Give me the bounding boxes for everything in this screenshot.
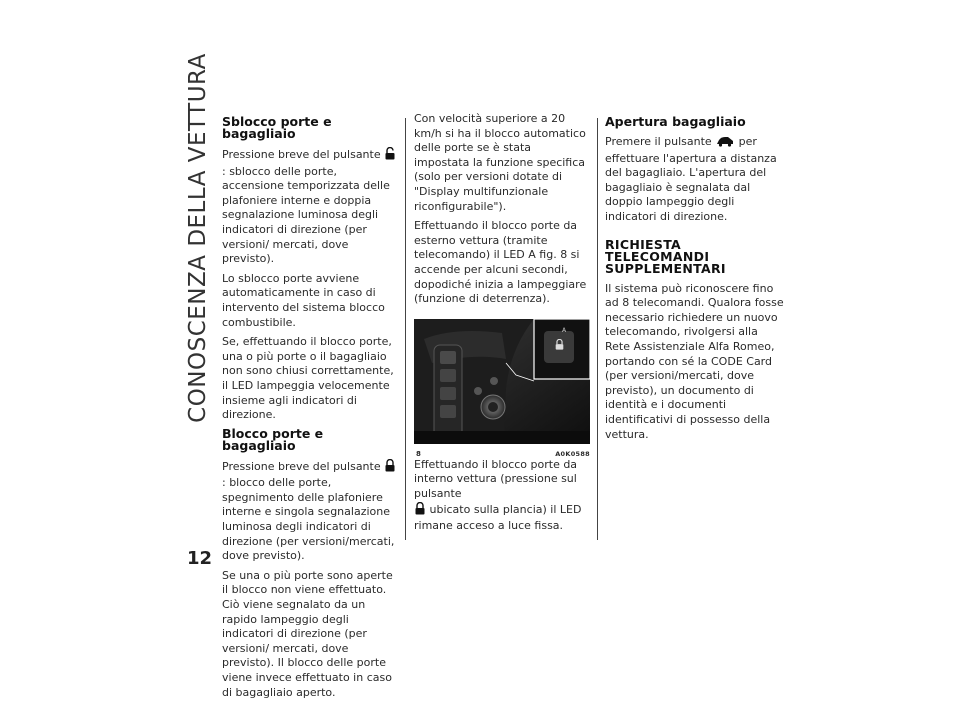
figure-code: A0K0588 (555, 449, 590, 458)
paragraph: Con velocità superiore a 20 km/h si ha il blocco automatico delle porte se è stata impostata la funzione specifica (solo per versioni dotate di "Display multifunzionale riconfigurabile"). (414, 112, 586, 213)
paragraph: Pressione breve del pulsante : blocco delle porte, spegnimento delle plafoniere interne e singola segnalazione luminosa degli indicatori di direzione (per versioni/mercati, dove previsto). (222, 459, 395, 563)
paragraph: Lo sblocco porte avviene automaticamente in caso di intervento del sistema blocco combustibile. (222, 271, 385, 329)
page-number: 12 (187, 548, 213, 569)
lock-icon (555, 339, 564, 350)
lock-icon (415, 502, 425, 520)
trunk-icon (716, 136, 734, 152)
section-heading: Blocco porte e bagagliaio (222, 425, 324, 453)
paragraph: Il sistema può riconoscere fino ad 8 telecomandi. Qualora fosse necessario richiedere un nuovo telecomando, rivolgersi alla Rete Assistenziale Alfa Romeo, portando con sé la CODE Card (per versioni/mercati, dove previsto), un documento di identità e i documenti identificativi di possesso della vettura. (605, 281, 784, 441)
paragraph: Pressione breve del pulsante : sblocco delle porte, accensione temporizzata delle plafoniere interne e doppia segnalazione luminosa degli indicatori di direzione (per versioni/ mercati, dove previsto). (222, 147, 397, 267)
paragraph: Effettuando il blocco porte da interno vettura (pressione sul pulsante ubicato sulla plancia) il LED rimane acceso a luce fissa. (414, 457, 582, 533)
paragraph: Effettuando il blocco porte da esterno vettura (tramite telecomando) il LED A fig. 8 si accende per alcuni secondi, dopodiché inizia a lampeggiare (funzione di deterrenza). (414, 219, 587, 306)
section-heading: Sblocco porte e bagagliaio (222, 114, 332, 141)
column-divider (597, 118, 598, 540)
paragraph: Se una o più porte sono aperte il blocco non viene effettuato. Ciò viene segnalato da un rapido lampeggio degli indicatori di direzione (per versioni/ mercati, dove previsto). Il blocco delle porte viene invece effettuato in caso di bagagliaio aperto. (222, 568, 393, 699)
section-heading: Apertura bagagliaio (605, 114, 746, 129)
column-right (605, 112, 785, 447)
column-divider (405, 118, 406, 540)
paragraph: Se, effettuando il blocco porte, una o più porte o il bagagliaio non sono chiusi correttamente, il LED lampeggia velocemente insieme agli indicatori di direzione. (222, 335, 394, 422)
chapter-title: CONOSCENZA DELLA VETTURA (185, 53, 211, 423)
lock-icon (385, 459, 395, 477)
figure-number: 8 (416, 449, 421, 458)
section-heading: RICHIESTA TELECOMANDI SUPPLEMENTARI (605, 236, 726, 276)
column-middle (414, 112, 589, 539)
unlock-icon (385, 147, 395, 165)
paragraph: Premere il pulsante per effettuare l'apertura a distanza del bagagliaio. L'apertura del bagagliaio è segnalata dal doppio lampeggio degli indicatori di direzione. (605, 135, 777, 223)
figure-8 (414, 319, 590, 458)
column-left (222, 112, 397, 705)
figure-callout-label: A (562, 326, 567, 334)
